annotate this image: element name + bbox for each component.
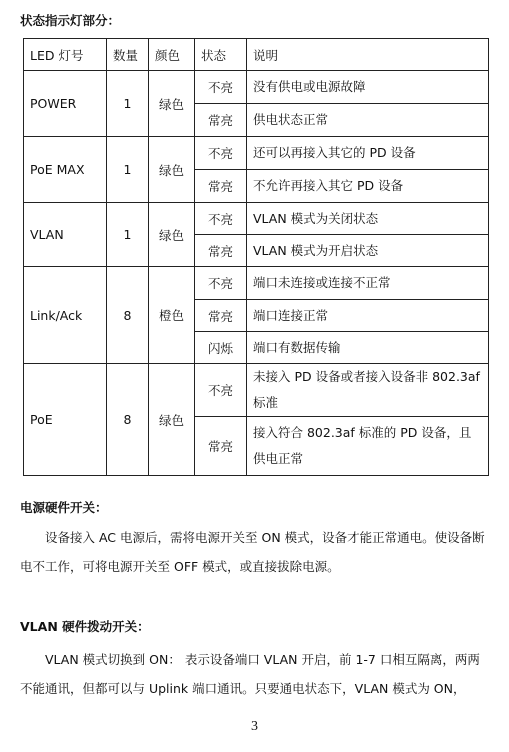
led-description: 端口未连接或连接不正常 [247, 267, 489, 300]
led-status-table [23, 38, 489, 476]
led-description: 未接入 PD 设备或者接入设备非 802.3af 标准 [247, 364, 489, 417]
led-state: 不亮 [195, 364, 247, 417]
header-state: 状态 [195, 39, 247, 71]
led-color: 绿色 [149, 137, 195, 203]
led-description: 接入符合 802.3af 标准的 PD 设备，且供电正常 [247, 417, 489, 476]
led-name: PoE MAX [24, 137, 107, 203]
table-row [24, 71, 489, 104]
led-state: 常亮 [195, 104, 247, 137]
led-state: 常亮 [195, 235, 247, 267]
table-row [24, 267, 489, 300]
led-state: 闪烁 [195, 332, 247, 364]
header-qty: 数量 [107, 39, 149, 71]
led-name: PoE [24, 364, 107, 476]
led-color: 绿色 [149, 203, 195, 267]
led-description: 没有供电或电源故障 [247, 71, 489, 104]
led-state: 不亮 [195, 267, 247, 300]
power-switch-text: 设备接入 AC 电源后，需将电源开关至 ON 模式，设备才能正常通电。使设备断电不工作，可将电源开关至 OFF 模式，或直接拔除电源。 [20, 530, 485, 574]
table-row [24, 364, 489, 417]
led-state: 常亮 [195, 170, 247, 203]
led-state: 不亮 [195, 203, 247, 235]
led-qty: 1 [107, 137, 149, 203]
led-description: 端口连接正常 [247, 300, 489, 332]
led-description: VLAN 模式为开启状态 [247, 235, 489, 267]
led-color: 绿色 [149, 71, 195, 137]
led-state: 常亮 [195, 300, 247, 332]
led-description: 不允许再接入其它 PD 设备 [247, 170, 489, 203]
vlan-switch-text: VLAN 模式切换到 ON： 表示设备端口 VLAN 开启，前 1-7 口相互隔离，两两不能通讯，但都可以与 Uplink 端口通讯。只要通电状态下，VLAN 模式为 ON， [20, 652, 480, 696]
led-name: VLAN [24, 203, 107, 267]
led-name: Link/Ack [24, 267, 107, 364]
led-state: 不亮 [195, 137, 247, 170]
led-qty: 1 [107, 71, 149, 137]
led-qty: 8 [107, 267, 149, 364]
led-name: POWER [24, 71, 107, 137]
table-header-row [24, 39, 489, 71]
led-qty: 8 [107, 364, 149, 476]
led-description: VLAN 模式为关闭状态 [247, 203, 489, 235]
table-row [24, 203, 489, 235]
page-number: 3 [251, 719, 258, 734]
section-title-vlan-switch: VLAN 硬件拨动开关： [20, 619, 150, 634]
led-state: 不亮 [195, 71, 247, 104]
led-description: 端口有数据传输 [247, 332, 489, 364]
header-desc: 说明 [247, 39, 489, 71]
led-description: 供电状态正常 [247, 104, 489, 137]
section-title-indicators: 状态指示灯部分： [20, 13, 121, 28]
led-color: 绿色 [149, 364, 195, 476]
led-state: 常亮 [195, 417, 247, 476]
led-description: 还可以再接入其它的 PD 设备 [247, 137, 489, 170]
led-color: 橙色 [149, 267, 195, 364]
led-qty: 1 [107, 203, 149, 267]
header-led: LED 灯号 [24, 39, 107, 71]
header-color: 颜色 [149, 39, 195, 71]
section-title-power-switch: 电源硬件开关： [20, 500, 108, 515]
table-row [24, 137, 489, 170]
